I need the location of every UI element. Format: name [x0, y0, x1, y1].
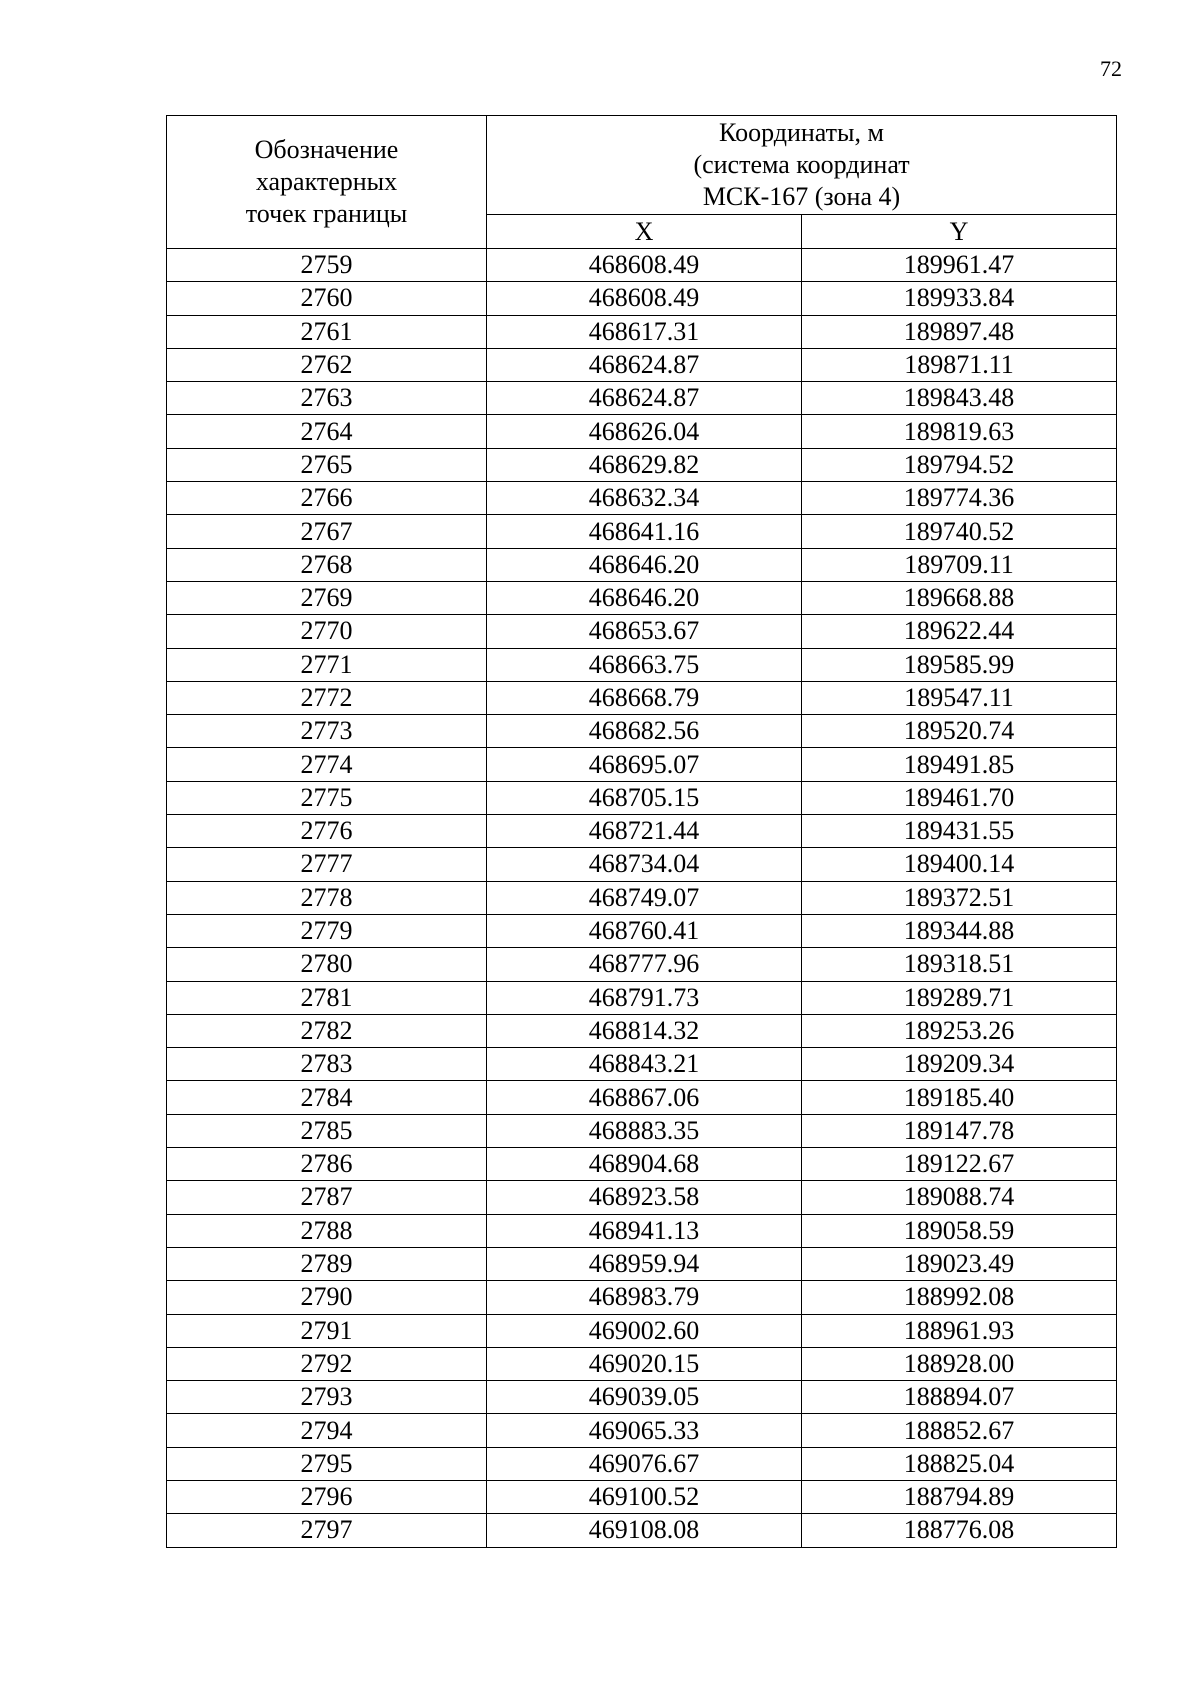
- y-cell: 189843.48: [802, 382, 1117, 415]
- y-cell: 188992.08: [802, 1281, 1117, 1314]
- table-row: [167, 1214, 1117, 1247]
- table-header: [167, 116, 1117, 249]
- y-cell: 189668.88: [802, 581, 1117, 614]
- point-cell: 2791: [167, 1314, 487, 1347]
- point-cell: 2764: [167, 415, 487, 448]
- point-cell: 2779: [167, 914, 487, 947]
- point-cell: 2776: [167, 815, 487, 848]
- x-cell: 468608.49: [487, 282, 802, 315]
- x-cell: 469020.15: [487, 1347, 802, 1380]
- x-cell: 469002.60: [487, 1314, 802, 1347]
- x-cell: 468777.96: [487, 948, 802, 981]
- y-cell: 189740.52: [802, 515, 1117, 548]
- point-cell: 2792: [167, 1347, 487, 1380]
- point-cell: 2761: [167, 315, 487, 348]
- x-cell: 468904.68: [487, 1148, 802, 1181]
- header-x: X: [487, 215, 802, 249]
- x-cell: 468983.79: [487, 1281, 802, 1314]
- table-row: [167, 1114, 1117, 1147]
- point-cell: 2770: [167, 615, 487, 648]
- x-cell: 468705.15: [487, 781, 802, 814]
- y-cell: 189491.85: [802, 748, 1117, 781]
- table-body: [167, 249, 1117, 1548]
- point-cell: 2773: [167, 715, 487, 748]
- point-cell: 2793: [167, 1381, 487, 1414]
- point-cell: 2780: [167, 948, 487, 981]
- point-cell: 2760: [167, 282, 487, 315]
- table-row: [167, 948, 1117, 981]
- table-row: [167, 1414, 1117, 1447]
- table-row: [167, 781, 1117, 814]
- y-cell: 189253.26: [802, 1014, 1117, 1047]
- x-cell: 468923.58: [487, 1181, 802, 1214]
- x-cell: 469076.67: [487, 1447, 802, 1480]
- y-cell: 189622.44: [802, 615, 1117, 648]
- x-cell: 468629.82: [487, 448, 802, 481]
- table-row: [167, 348, 1117, 381]
- x-cell: 468941.13: [487, 1214, 802, 1247]
- table-row: [167, 615, 1117, 648]
- table-row: [167, 881, 1117, 914]
- y-cell: 189431.55: [802, 815, 1117, 848]
- y-cell: 189289.71: [802, 981, 1117, 1014]
- y-cell: 189585.99: [802, 648, 1117, 681]
- y-cell: 188852.67: [802, 1414, 1117, 1447]
- y-cell: 189897.48: [802, 315, 1117, 348]
- page-number: 72: [1100, 56, 1122, 81]
- x-cell: 468721.44: [487, 815, 802, 848]
- table-row: [167, 282, 1117, 315]
- point-cell: 2784: [167, 1081, 487, 1114]
- point-cell: 2788: [167, 1214, 487, 1247]
- point-cell: 2786: [167, 1148, 487, 1181]
- point-cell: 2796: [167, 1480, 487, 1513]
- y-cell: 188825.04: [802, 1447, 1117, 1480]
- table-row: [167, 1314, 1117, 1347]
- point-cell: 2778: [167, 881, 487, 914]
- x-cell: 469065.33: [487, 1414, 802, 1447]
- point-cell: 2768: [167, 548, 487, 581]
- x-cell: 468632.34: [487, 482, 802, 515]
- x-cell: 468653.67: [487, 615, 802, 648]
- point-cell: 2766: [167, 482, 487, 515]
- table-row: [167, 648, 1117, 681]
- y-cell: 189461.70: [802, 781, 1117, 814]
- x-cell: 468695.07: [487, 748, 802, 781]
- header-y: Y: [802, 215, 1117, 249]
- x-cell: 468883.35: [487, 1114, 802, 1147]
- table-row: [167, 1081, 1117, 1114]
- y-cell: 188776.08: [802, 1514, 1117, 1547]
- y-cell: 188961.93: [802, 1314, 1117, 1347]
- point-cell: 2785: [167, 1114, 487, 1147]
- y-cell: 189547.11: [802, 681, 1117, 714]
- table-row: [167, 1514, 1117, 1547]
- table-row: [167, 315, 1117, 348]
- table-row: [167, 415, 1117, 448]
- y-cell: 189058.59: [802, 1214, 1117, 1247]
- header-coordinates-text: Координаты, м (система координат МСК-167 (зона 4): [693, 118, 910, 211]
- coordinates-table: [166, 115, 1117, 1548]
- y-cell: 188928.00: [802, 1347, 1117, 1380]
- table-row: [167, 448, 1117, 481]
- table-row: [167, 1381, 1117, 1414]
- y-cell: 189372.51: [802, 881, 1117, 914]
- point-cell: 2782: [167, 1014, 487, 1047]
- x-cell: 469108.08: [487, 1514, 802, 1547]
- x-cell: 468668.79: [487, 681, 802, 714]
- y-cell: 189819.63: [802, 415, 1117, 448]
- table-row: [167, 981, 1117, 1014]
- table-row: [167, 1347, 1117, 1380]
- x-cell: 468760.41: [487, 914, 802, 947]
- y-cell: 189961.47: [802, 249, 1117, 282]
- y-cell: 189147.78: [802, 1114, 1117, 1147]
- table-row: [167, 1247, 1117, 1280]
- table-row: [167, 548, 1117, 581]
- point-cell: 2769: [167, 581, 487, 614]
- x-cell: 468959.94: [487, 1247, 802, 1280]
- point-cell: 2781: [167, 981, 487, 1014]
- point-cell: 2772: [167, 681, 487, 714]
- point-cell: 2797: [167, 1514, 487, 1547]
- y-cell: 189209.34: [802, 1048, 1117, 1081]
- y-cell: 189088.74: [802, 1181, 1117, 1214]
- point-cell: 2783: [167, 1048, 487, 1081]
- table-row: [167, 1447, 1117, 1480]
- x-cell: 468646.20: [487, 548, 802, 581]
- table-row: [167, 715, 1117, 748]
- y-cell: 189023.49: [802, 1247, 1117, 1280]
- header-point-designation-text: Обозначение характерных точек границы: [245, 135, 408, 228]
- y-cell: 189520.74: [802, 715, 1117, 748]
- point-cell: 2774: [167, 748, 487, 781]
- point-cell: 2763: [167, 382, 487, 415]
- table-row: [167, 581, 1117, 614]
- point-cell: 2767: [167, 515, 487, 548]
- y-cell: 189185.40: [802, 1081, 1117, 1114]
- table-row: [167, 1014, 1117, 1047]
- x-cell: 468626.04: [487, 415, 802, 448]
- x-cell: 468791.73: [487, 981, 802, 1014]
- y-cell: 189794.52: [802, 448, 1117, 481]
- table-row: [167, 914, 1117, 947]
- table-row: [167, 1181, 1117, 1214]
- y-cell: 189774.36: [802, 482, 1117, 515]
- y-cell: 189709.11: [802, 548, 1117, 581]
- x-cell: 468646.20: [487, 581, 802, 614]
- table-row: [167, 815, 1117, 848]
- table-row: [167, 1281, 1117, 1314]
- x-cell: 468734.04: [487, 848, 802, 881]
- y-cell: 189933.84: [802, 282, 1117, 315]
- x-cell: 468663.75: [487, 648, 802, 681]
- point-cell: 2771: [167, 648, 487, 681]
- point-cell: 2795: [167, 1447, 487, 1480]
- x-cell: 468682.56: [487, 715, 802, 748]
- table-row: [167, 1148, 1117, 1181]
- y-cell: 188794.89: [802, 1480, 1117, 1513]
- table-row: [167, 482, 1117, 515]
- x-cell: 468749.07: [487, 881, 802, 914]
- point-cell: 2759: [167, 249, 487, 282]
- x-cell: 468814.32: [487, 1014, 802, 1047]
- table-row: [167, 1048, 1117, 1081]
- table-row: [167, 848, 1117, 881]
- y-cell: 189400.14: [802, 848, 1117, 881]
- y-cell: 189871.11: [802, 348, 1117, 381]
- point-cell: 2794: [167, 1414, 487, 1447]
- point-cell: 2775: [167, 781, 487, 814]
- table-row: [167, 1480, 1117, 1513]
- point-cell: 2787: [167, 1181, 487, 1214]
- x-cell: 468641.16: [487, 515, 802, 548]
- table-row: [167, 249, 1117, 282]
- x-cell: 468624.87: [487, 348, 802, 381]
- y-cell: 189344.88: [802, 914, 1117, 947]
- point-cell: 2790: [167, 1281, 487, 1314]
- point-cell: 2765: [167, 448, 487, 481]
- y-cell: 189318.51: [802, 948, 1117, 981]
- x-cell: 468617.31: [487, 315, 802, 348]
- point-cell: 2762: [167, 348, 487, 381]
- x-cell: 468867.06: [487, 1081, 802, 1114]
- table-row: [167, 681, 1117, 714]
- table-row: [167, 382, 1117, 415]
- point-cell: 2789: [167, 1247, 487, 1280]
- header-point-designation: [167, 116, 487, 249]
- table-row: [167, 748, 1117, 781]
- point-cell: 2777: [167, 848, 487, 881]
- x-cell: 469039.05: [487, 1381, 802, 1414]
- x-cell: 468608.49: [487, 249, 802, 282]
- x-cell: 468843.21: [487, 1048, 802, 1081]
- header-coordinates: [487, 116, 1117, 215]
- y-cell: 189122.67: [802, 1148, 1117, 1181]
- table-row: [167, 515, 1117, 548]
- x-cell: 468624.87: [487, 382, 802, 415]
- y-cell: 188894.07: [802, 1381, 1117, 1414]
- x-cell: 469100.52: [487, 1480, 802, 1513]
